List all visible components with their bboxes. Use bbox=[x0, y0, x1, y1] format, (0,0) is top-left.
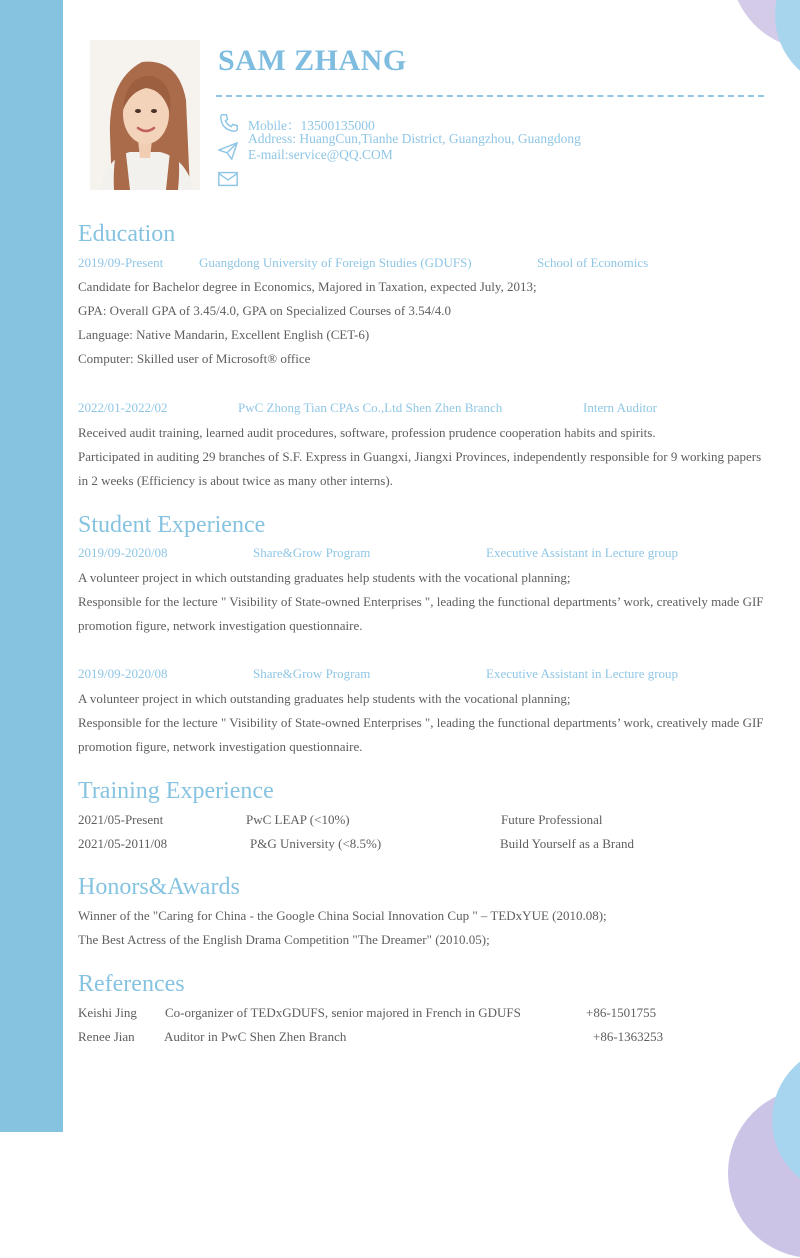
contact-email: E-mail:service@QQ.COM bbox=[248, 147, 393, 162]
student-entry-program: Share&Grow Program bbox=[253, 666, 371, 681]
header-divider bbox=[216, 95, 764, 97]
student-detail-line: Responsible for the lecture " Visibility of State-owned Enterprises ", leading the functional departments’ work, creatively made GIF bbox=[78, 594, 764, 609]
student-entry-date: 2019/09-2020/08 bbox=[78, 666, 168, 681]
reference-phone: +86-1501755 bbox=[586, 1005, 657, 1020]
student-detail-line: Responsible for the lecture " Visibility of State-owned Enterprises ", leading the functional departments’ work, creatively made GIF bbox=[78, 715, 764, 730]
candidate-name: SAM ZHANG bbox=[218, 44, 407, 77]
education-date: 2019/09-Present bbox=[78, 255, 164, 270]
student-entry-date: 2019/09-2020/08 bbox=[78, 545, 168, 560]
student-entry-role: Executive Assistant in Lecture group bbox=[486, 545, 679, 560]
honor-line: Winner of the "Caring for China - the Google China Social Innovation Cup " – TEDxYUE (2010.08); bbox=[78, 908, 607, 923]
education-detail-line: GPA: Overall GPA of 3.45/4.0, GPA on Specialized Courses of 3.54/4.0 bbox=[78, 303, 452, 318]
internship-role: Intern Auditor bbox=[583, 400, 658, 415]
section-heading-references: References bbox=[78, 971, 185, 997]
education-detail-line: Language: Native Mandarin, Excellent English (CET-6) bbox=[78, 327, 370, 342]
reference-phone: +86-1363253 bbox=[593, 1029, 664, 1044]
education-detail-line: Candidate for Bachelor degree in Economics, Majored in Taxation, expected July, 2013; bbox=[78, 279, 537, 294]
internship-detail-line: Received audit training, learned audit procedures, software, profession prudence cooperation habits and spirits. bbox=[78, 425, 656, 440]
reference-description: Co-organizer of TEDxGDUFS, senior majored in French in GDUFS bbox=[165, 1005, 521, 1020]
phone-icon bbox=[218, 112, 240, 134]
section-heading-honors: Honors&Awards bbox=[78, 874, 240, 900]
reference-description: Auditor in PwC Shen Zhen Branch bbox=[164, 1029, 347, 1044]
student-detail-line: A volunteer project in which outstanding graduates help students with the vocational planning; bbox=[78, 570, 571, 585]
internship-detail-line: Participated in auditing 29 branches of S.F. Express in Guangxi, Jiangxi Provinces, independently responsible for 9 working papers bbox=[78, 449, 762, 464]
reference-name: Keishi Jing bbox=[78, 1005, 137, 1020]
honor-line: The Best Actress of the English Drama Competition "The Dreamer" (2010.05); bbox=[78, 932, 490, 947]
student-detail-line: A volunteer project in which outstanding graduates help students with the vocational planning; bbox=[78, 691, 571, 706]
education-department: School of Economics bbox=[537, 255, 649, 270]
contact-mobile: Mobile：13500135000 bbox=[248, 118, 375, 133]
training-title: Future Professional bbox=[501, 812, 603, 827]
envelope-icon bbox=[217, 168, 239, 190]
training-date: 2021/05-Present bbox=[78, 812, 164, 827]
section-heading-training: Training Experience bbox=[78, 778, 274, 804]
paper-plane-icon bbox=[217, 140, 239, 162]
training-title: Build Yourself as a Brand bbox=[500, 836, 634, 851]
student-entry-role: Executive Assistant in Lecture group bbox=[486, 666, 679, 681]
decor-circle-top-blue bbox=[775, 0, 800, 90]
section-heading-student-experience: Student Experience bbox=[78, 512, 266, 538]
contact-address: Address: HuangCun,Tianhe District, Guangzhou, Guangdong bbox=[248, 131, 581, 146]
left-sidebar-band bbox=[0, 0, 63, 1132]
training-date: 2021/05-2011/08 bbox=[78, 836, 168, 851]
training-program: P&G University (<8.5%) bbox=[250, 836, 382, 851]
profile-photo bbox=[90, 40, 200, 190]
internship-company: PwC Zhong Tian CPAs Co.,Ltd Shen Zhen Branch bbox=[238, 400, 503, 415]
student-detail-line: promotion figure, network investigation questionnaire. bbox=[78, 739, 363, 754]
section-heading-education: Education bbox=[78, 221, 176, 247]
reference-name: Renee Jian bbox=[78, 1029, 135, 1044]
education-detail-line: Computer: Skilled user of Microsoft® office bbox=[78, 351, 311, 366]
internship-detail-line: in 2 weeks (Efficiency is about twice as many other interns). bbox=[78, 473, 393, 488]
training-program: PwC LEAP (<10%) bbox=[246, 812, 350, 827]
student-detail-line: promotion figure, network investigation questionnaire. bbox=[78, 618, 363, 633]
internship-date: 2022/01-2022/02 bbox=[78, 400, 168, 415]
education-school: Guangdong University of Foreign Studies (GDUFS) bbox=[199, 255, 472, 270]
student-entry-program: Share&Grow Program bbox=[253, 545, 371, 560]
